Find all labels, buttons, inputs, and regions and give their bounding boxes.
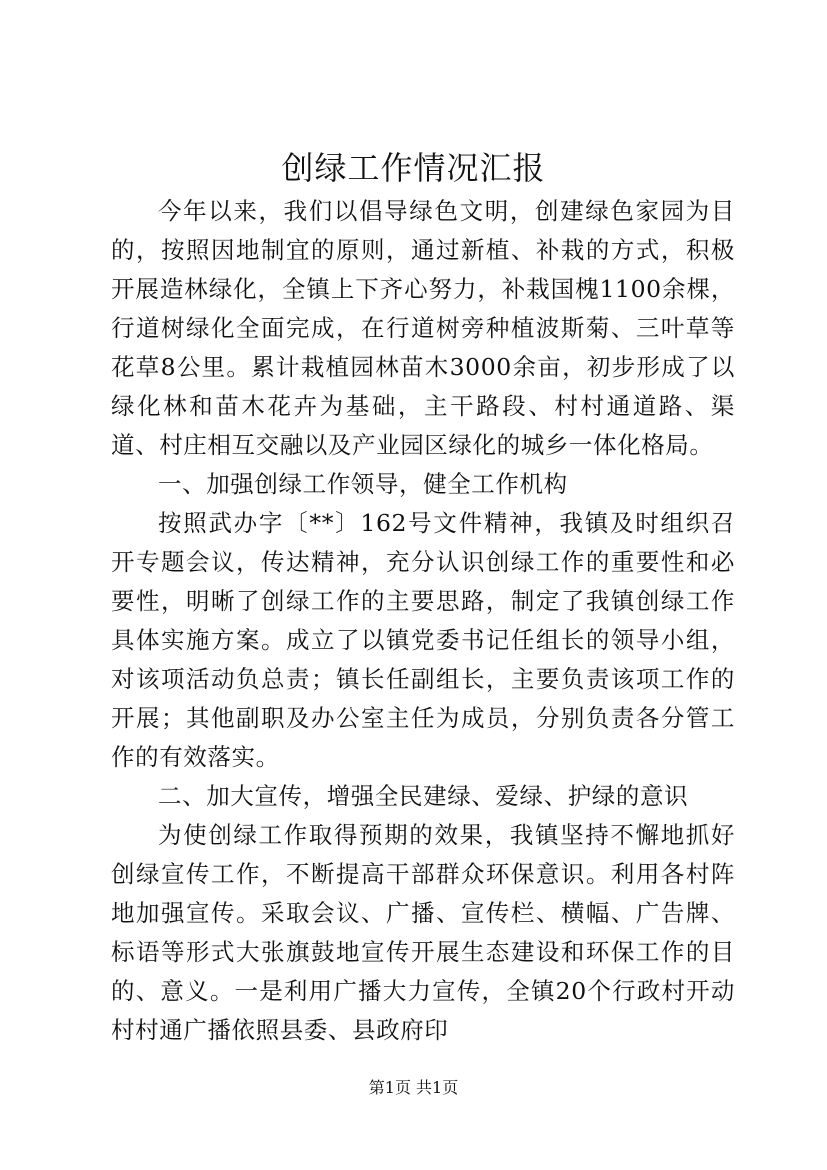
section-heading-2: 二、加大宣传，增强全民建绿、爱绿、护绿的意识	[158, 782, 689, 810]
paragraph-section-1: 按照武办字〔**〕162号文件精神，我镇及时组织召开专题会议，传达精神，充分认识创绿工作的重要性和必要性，明晰了创绿工作的主要思路，制定了我镇创绿工作具体实施方案。成立了以镇党委书记任组长的领导小组，对该项活动负总责；镇长任副组长，主要负责该项工作的开展；其他副职及办公室主任为成员，分别负责各分管工作的有效落实。	[111, 509, 735, 771]
section-heading-1: 一、加强创绿工作领导，健全工作机构	[158, 470, 568, 498]
paragraph-section-2: 为使创绿工作取得预期的效果，我镇坚持不懈地抓好创绿宣传工作，不断提高干部群众环保意识。利用各村阵地加强宣传。采取会议、广播、宣传栏、横幅、广告牌、标语等形式大张旗鼓地宣传开展生态建设和环保工作的目的、意义。一是利用广播大力宣传，全镇20个行政村开动村村通广播依照县委、县政府印	[111, 821, 735, 1044]
document-body	[111, 192, 735, 1050]
page-footer: 第1页 共1页	[368, 1078, 459, 1097]
document-title: 创绿工作情况汇报	[281, 149, 546, 187]
paragraph-intro: 今年以来，我们以倡导绿色文明，创建绿色家园为目的，按照因地制宜的原则，通过新植、补栽的方式，积极开展造林绿化，全镇上下齐心努力，补栽国槐1100余棵，行道树绿化全面完成，在行道树旁种植波斯菊、三叶草等花草8公里。累计栽植园林苗木3000余亩，初步形成了以绿化林和苗木花卉为基础，主干路段、村村通道路、渠道、村庄相互交融以及产业园区绿化的城乡一体化格局。	[111, 197, 735, 459]
